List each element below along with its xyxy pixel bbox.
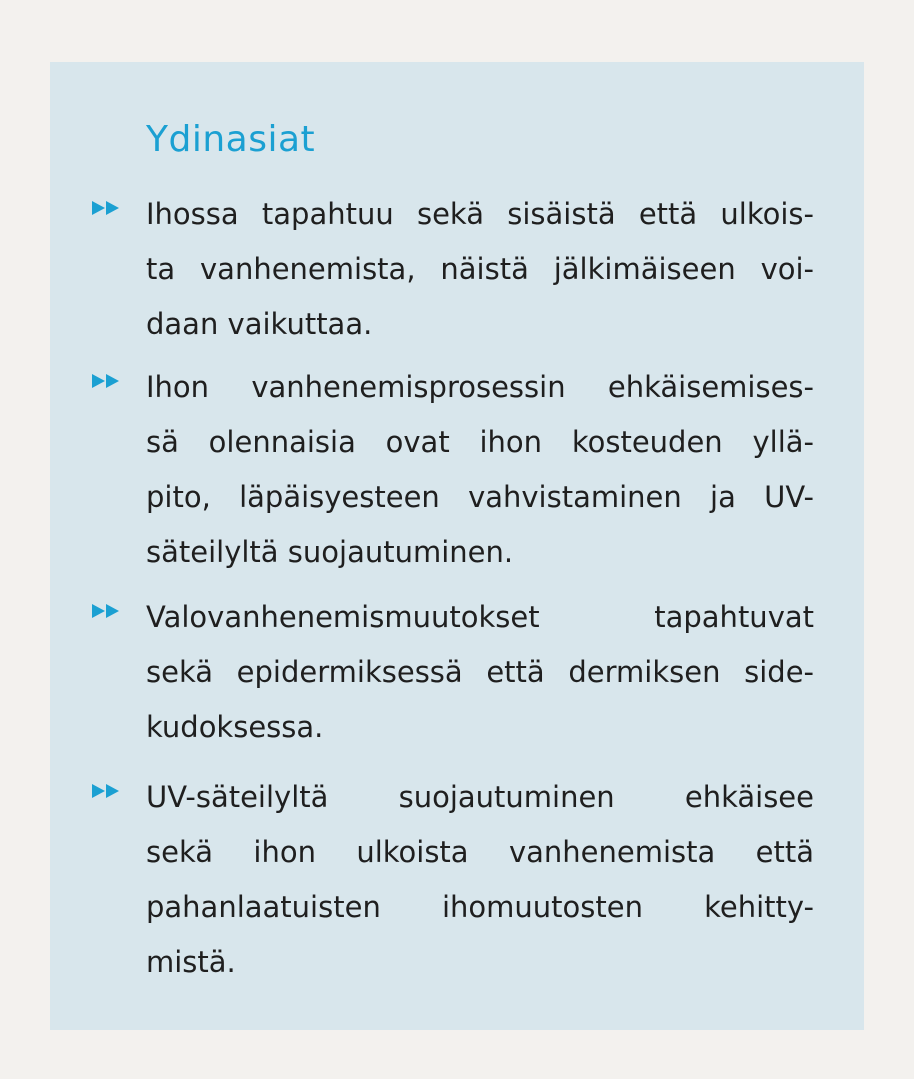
key-point-text [146,590,814,755]
key-point-text [146,360,814,580]
double-arrow-right-icon [90,371,124,391]
text-line: UV-säteilyltä suojautuminen ehkäisee [146,780,814,814]
text-line: Ihon vanhenemisprosessin ehkäisemises- [146,370,814,404]
key-point-text [146,187,814,352]
text-line: ta vanhenemista, näistä jälkimäiseen voi- [146,252,814,286]
double-arrow-right-icon [90,198,124,218]
double-arrow-right-icon [90,601,124,621]
text-line: säteilyltä suojautuminen. [146,535,514,569]
double-arrow-right-icon [90,781,124,801]
text-line: Ihossa tapahtuu sekä sisäistä että ulkois- [146,197,814,231]
text-line: kudoksessa. [146,710,324,744]
text-line: sä olennaisia ovat ihon kosteuden yllä- [146,425,814,459]
key-point-text [146,770,814,990]
text-line: daan vaikuttaa. [146,307,373,341]
text-line: pahanlaatuisten ihomuutosten kehitty- [146,890,814,924]
box-heading: Ydinasiat [146,119,316,160]
text-line: sekä ihon ulkoista vanhenemista että [146,835,814,869]
text-line: mistä. [146,945,236,979]
text-line: Valovanhenemismuutokset tapahtuvat [146,600,814,634]
text-line: pito, läpäisyesteen vahvistaminen ja UV- [146,480,814,514]
text-line: sekä epidermiksessä että dermiksen side- [146,655,814,689]
